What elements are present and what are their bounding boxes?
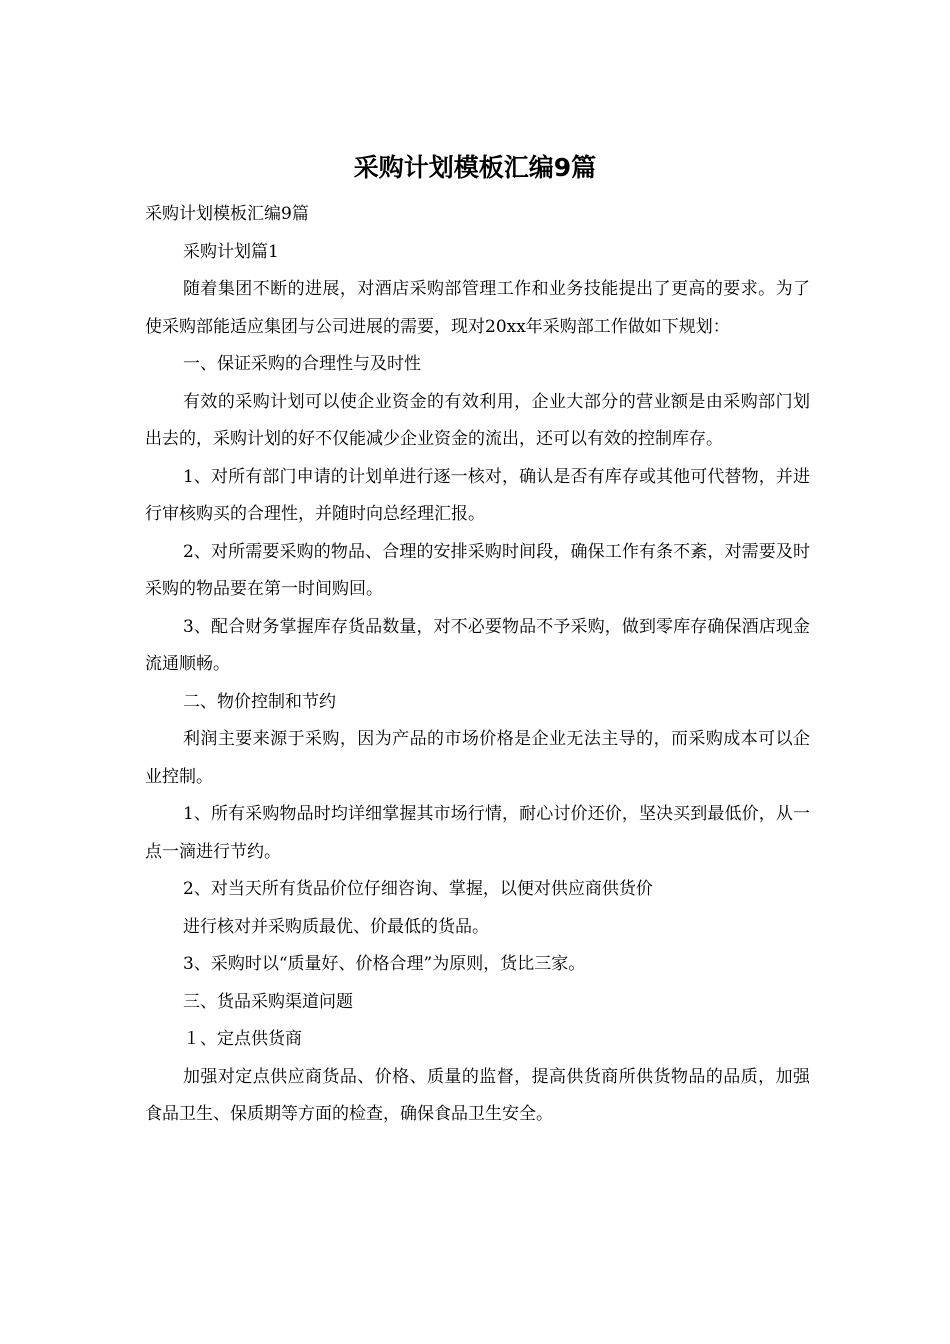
section-heading-2: 二、物价控制和节约 [183,691,336,712]
list-item: 2、对当天所有货品价位仔细咨询、掌握，以便对供应商供货价 [183,879,653,899]
subsection-heading: １、定点供货商 [183,1029,302,1049]
section-heading-3: 三、货品采购渠道问题 [183,991,353,1012]
list-item: 2、对所需要采购的物品、合理的安排采购时间段，确保工作有条不紊，对需要及时采购的物品要在第一时间购回。 [145,541,810,599]
list-item: 3、采购时以“质量好、价格合理”为原则，货比三家。 [183,954,586,974]
section-heading-part-1: 采购计划篇1 [183,241,279,262]
list-item: 1、对所有部门申请的计划单进行逐一核对，确认是否有库存或其他可代替物，并进行审核购买的合理性，并随时向总经理汇报。 [145,466,810,524]
list-item: 1、所有采购物品时均详细掌握其市场行情，耐心讨价还价，坚决买到最低价，从一点一滴进行节约。 [145,804,810,862]
subtitle-line: 采购计划模板汇编9篇 [145,204,309,224]
body-paragraph: 随着集团不断的进展，对酒店采购部管理工作和业务技能提出了更高的要求。为了使采购部能适应集团与公司进展的需要，现对20xx年采购部工作做如下规划： [145,279,810,337]
list-item-continuation: 进行核对并采购质最优、价最低的货品。 [183,916,489,937]
body-paragraph: 利润主要来源于采购，因为产品的市场价格是企业无法主导的，而采购成本可以企业控制。 [145,729,810,787]
list-item: 3、配合财务掌握库存货品数量，对不必要物品不予采购，做到零库存确保酒店现金流通顺畅。 [145,616,810,674]
body-paragraph: 有效的采购计划可以使企业资金的有效利用，企业大部分的营业额是由采购部门划出去的，采购计划的好不仅能减少企业资金的流出，还可以有效的控制库存。 [145,391,810,449]
document-title: 采购计划模板汇编9篇 [353,153,597,182]
body-paragraph: 加强对定点供应商货品、价格、质量的监督，提高供货商所供货物品的品质，加强食品卫生、保质期等方面的检查，确保食品卫生安全。 [145,1066,810,1124]
document-body [145,196,810,1134]
section-heading-1: 一、保证采购的合理性与及时性 [183,354,421,374]
